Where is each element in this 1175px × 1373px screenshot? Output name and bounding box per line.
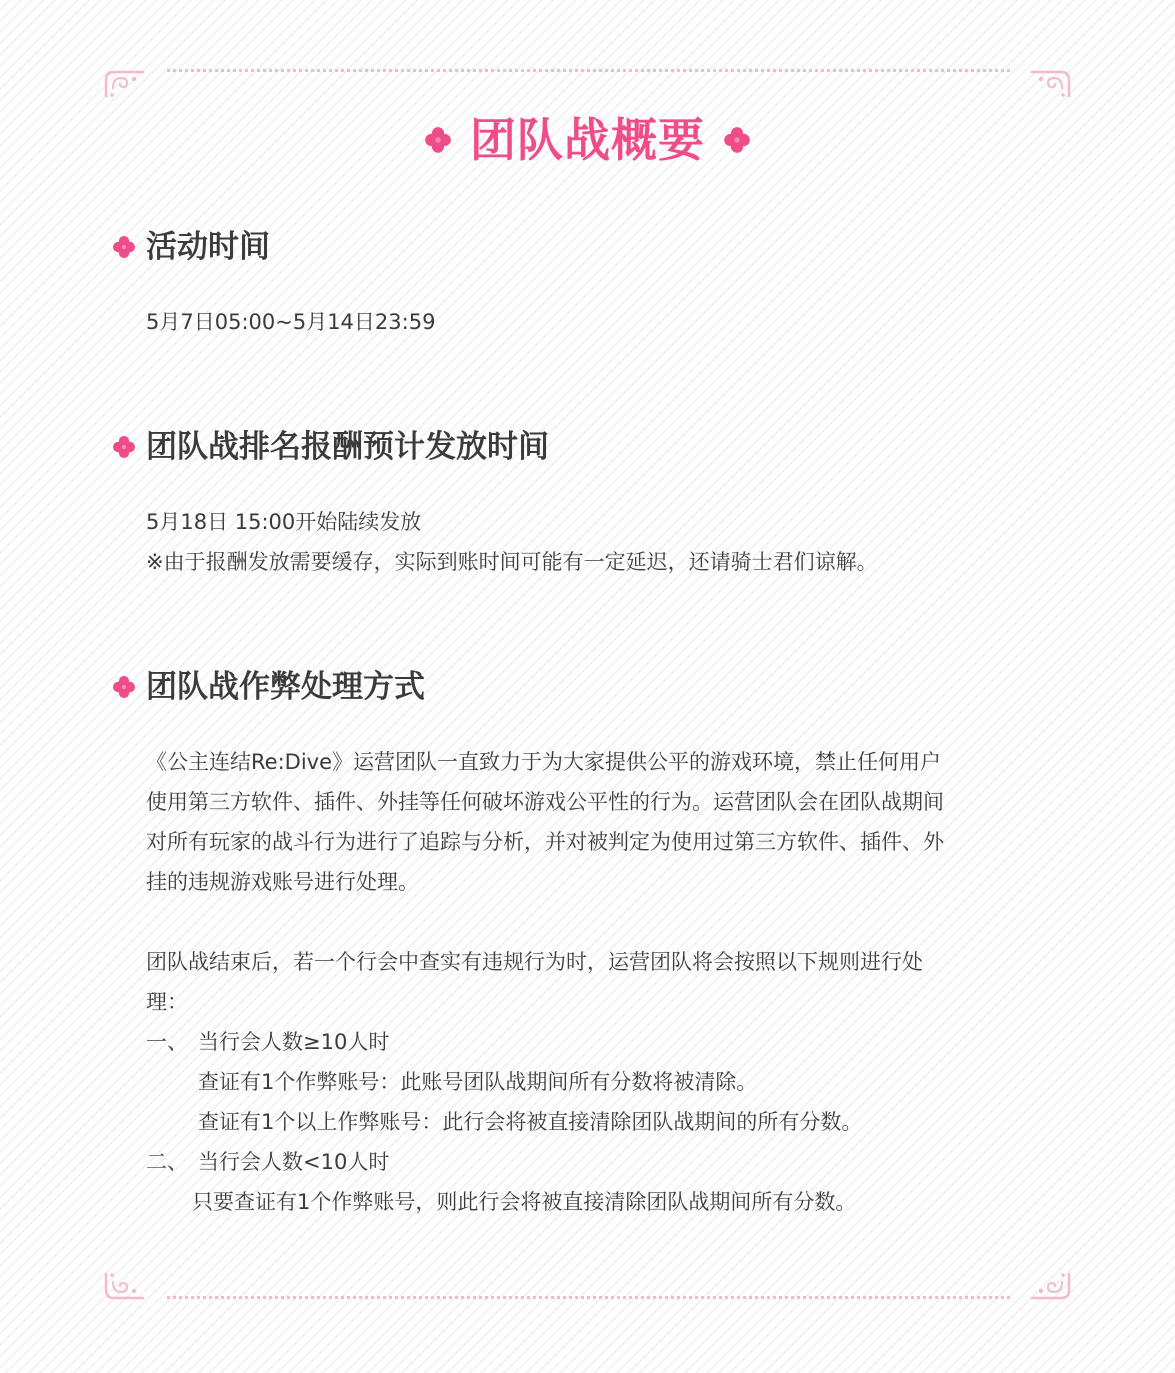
rule-number: 一、	[146, 1030, 188, 1054]
paragraph-line: 挂的违规游戏账号进行处理。	[146, 870, 419, 894]
clover-icon	[112, 675, 136, 699]
paragraph-line: 理：	[146, 990, 188, 1014]
page-title-row	[0, 108, 1175, 172]
rule-detail: 只要查证有1个作弊账号，则此行会将被直接清除团队战期间所有分数。	[192, 1190, 857, 1214]
paragraph-line: 《公主连结Re:Dive》运营团队一直致力于为大家提供公平的游戏环境，禁止任何用户	[146, 750, 941, 774]
reward-time-text: 5月18日 15:00开始陆续发放	[146, 510, 422, 534]
section-heading: 团队战作弊处理方式	[146, 669, 425, 705]
rule-number: 二、	[146, 1150, 188, 1174]
clover-icon-left	[424, 126, 452, 154]
clover-icon-right	[723, 126, 751, 154]
clover-icon	[112, 435, 136, 459]
rule-detail: 查证有1个以上作弊账号：此行会将被直接清除团队战期间的所有分数。	[198, 1110, 863, 1134]
rule-item-1	[146, 1022, 389, 1062]
frame-corner-top-left-icon	[103, 68, 145, 98]
frame-top-dotted-divider	[167, 69, 1010, 72]
section-heading-row	[112, 227, 270, 267]
clover-icon	[112, 235, 136, 259]
paragraph-line: 使用第三方软件、插件、外挂等任何破坏游戏公平性的行为。运营团队会在团队战期间	[146, 790, 944, 814]
section-heading-row	[112, 427, 549, 467]
rule-condition: 当行会人数<10人时	[198, 1150, 390, 1174]
page-title: 团队战概要	[470, 113, 705, 167]
rule-detail: 查证有1个作弊账号：此账号团队战期间所有分数将被清除。	[198, 1070, 758, 1094]
event-time-text: 5月7日05:00~5月14日23:59	[146, 310, 436, 334]
frame-corner-bottom-right-icon	[1030, 1272, 1072, 1302]
rule-item-2	[146, 1142, 389, 1182]
frame-bottom-dotted-divider	[167, 1296, 1010, 1299]
frame-corner-top-right-icon	[1030, 68, 1072, 98]
frame-corner-bottom-left-icon	[103, 1272, 145, 1302]
paragraph-line: 团队战结束后，若一个行会中查实有违规行为时，运营团队将会按照以下规则进行处	[146, 950, 923, 974]
reward-delay-note: ※由于报酬发放需要缓存，实际到账时间可能有一定延迟，还请骑士君们谅解。	[146, 550, 878, 574]
section-heading: 活动时间	[146, 229, 270, 265]
paragraph-line: 对所有玩家的战斗行为进行了追踪与分析，并对被判定为使用过第三方软件、插件、外	[146, 830, 944, 854]
section-heading-row	[112, 667, 425, 707]
rule-condition: 当行会人数≥10人时	[198, 1030, 390, 1054]
section-heading: 团队战排名报酬预计发放时间	[146, 429, 549, 465]
